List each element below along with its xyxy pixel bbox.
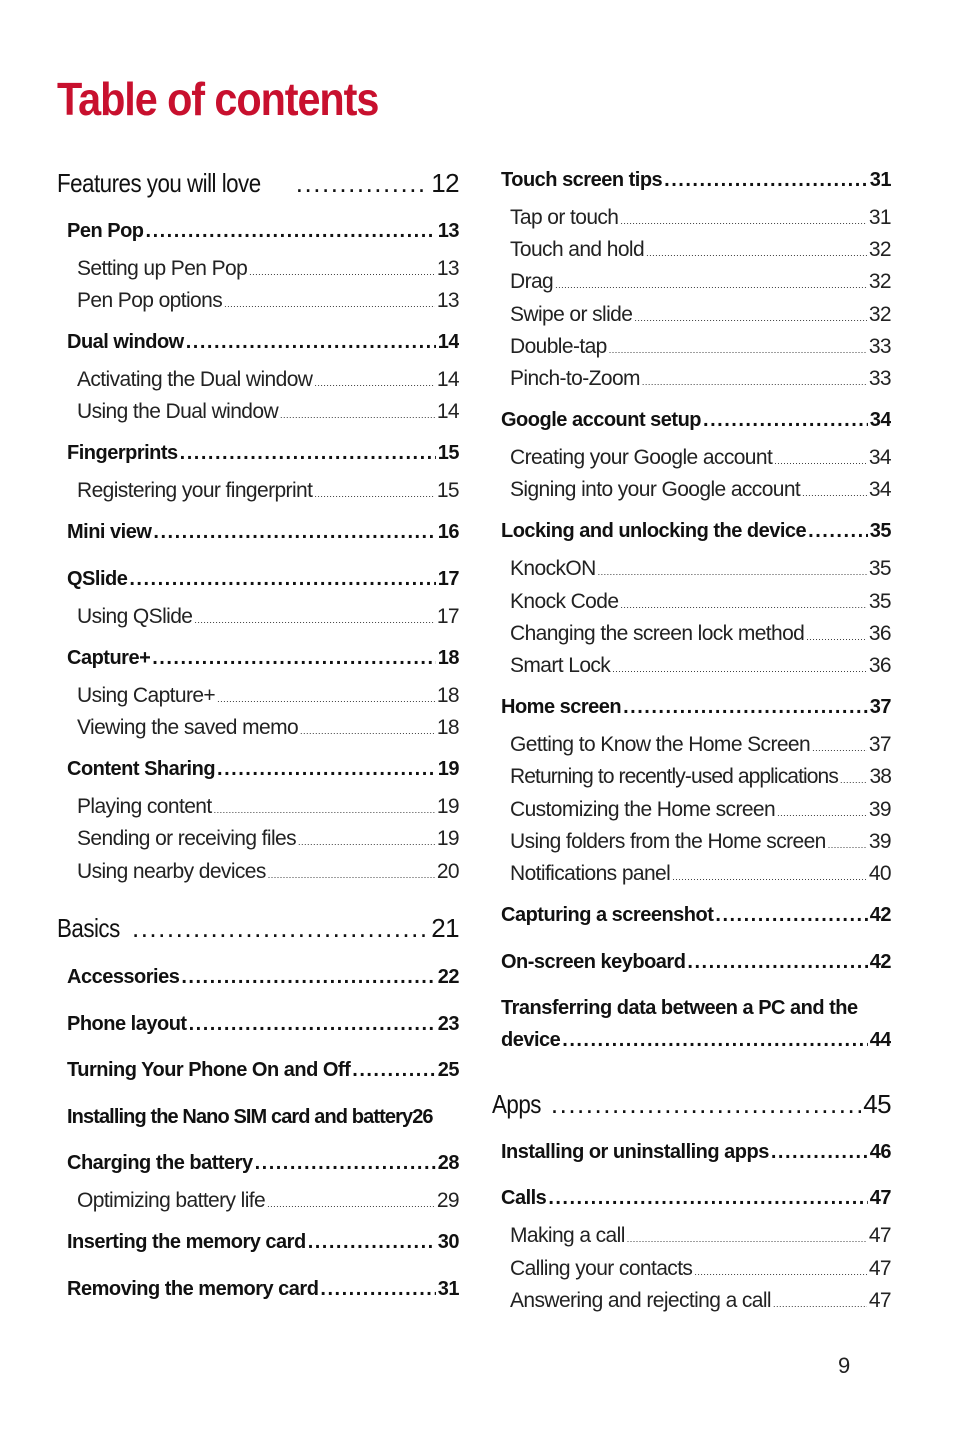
toc-section-phone-layout[interactable] xyxy=(67,1013,459,1041)
leader-dots xyxy=(153,521,435,544)
toc-subsection-playing-content[interactable] xyxy=(77,795,459,823)
toc-page-number: 40 xyxy=(868,862,891,885)
toc-entry-title: Pen Pop options xyxy=(77,289,223,312)
toc-subsection-changing-lock[interactable] xyxy=(510,622,891,650)
toc-subsection-nearby-devices[interactable] xyxy=(77,860,459,888)
leader-dots xyxy=(280,410,435,420)
leader-dots xyxy=(627,1234,867,1244)
leader-dots xyxy=(777,808,867,818)
leader-dots xyxy=(562,1029,867,1052)
toc-entry-title: Optimizing battery life xyxy=(77,1189,266,1212)
toc-page-number: 34 xyxy=(869,409,891,431)
leader-dots xyxy=(555,280,867,290)
leader-dots xyxy=(146,220,436,243)
toc-entry-title: Sending or receiving files xyxy=(77,827,297,850)
toc-entry-title: Getting to Know the Home Screen xyxy=(510,733,811,756)
toc-page-number: 36 xyxy=(868,622,891,645)
toc-entry-title: Features you will love xyxy=(57,168,261,198)
leader-dots xyxy=(129,568,435,591)
toc-subsection-making-call[interactable] xyxy=(510,1224,891,1252)
toc-entry-title: Phone layout xyxy=(67,1013,187,1035)
toc-page-number: 16 xyxy=(437,521,459,543)
toc-section-content-sharing[interactable] xyxy=(67,758,459,786)
leader-dots xyxy=(300,726,435,736)
toc-subsection-creating-google[interactable] xyxy=(510,446,891,474)
leader-dots xyxy=(703,409,868,432)
toc-page-number: 17 xyxy=(437,568,459,590)
toc-entry-title: Notifications panel xyxy=(510,862,671,885)
leader-dots xyxy=(840,775,867,785)
toc-entry-title: Charging the battery xyxy=(67,1152,253,1174)
toc-subsection-viewing-memo[interactable] xyxy=(77,716,459,744)
toc-section-home-screen[interactable] xyxy=(501,696,891,724)
toc-page-number: 19 xyxy=(436,795,459,818)
toc-section-dual-window[interactable] xyxy=(67,331,459,359)
leader-dots xyxy=(808,520,868,543)
toc-page-number: 19 xyxy=(437,758,459,780)
toc-section-capture[interactable] xyxy=(67,647,459,675)
toc-entry-title: Using QSlide xyxy=(77,605,193,628)
leader-dots xyxy=(828,840,867,850)
leader-dots xyxy=(664,169,868,192)
toc-page-number: 32 xyxy=(868,270,891,293)
toc-entry-title: Apps xyxy=(492,1089,541,1119)
toc-page-number: 13 xyxy=(436,257,459,280)
toc-page-number: 37 xyxy=(868,733,891,756)
toc-entry-title: Locking and unlocking the device xyxy=(501,520,807,542)
toc-section-transferring-line1[interactable]: Transferring data between a PC and the xyxy=(501,997,858,1019)
toc-page-number: 37 xyxy=(869,696,891,718)
toc-subsection-calling-contacts[interactable] xyxy=(510,1257,891,1285)
toc-chapter-apps[interactable] xyxy=(492,1089,891,1123)
toc-page-number: 21 xyxy=(431,913,459,943)
toc-page-number: 35 xyxy=(869,520,891,542)
toc-page-number: 44 xyxy=(869,1029,891,1051)
toc-entry-title: Touch and hold xyxy=(510,238,645,261)
toc-section-screenshot[interactable] xyxy=(501,904,891,932)
toc-entry-title: Inserting the memory card xyxy=(67,1231,306,1253)
toc-subsection-returning-recent[interactable] xyxy=(510,765,891,793)
toc-page-number: 45 xyxy=(863,1089,891,1119)
toc-page-number: 31 xyxy=(869,169,891,191)
toc-page-number: 19 xyxy=(436,827,459,850)
leader-dots xyxy=(132,913,429,944)
toc-entry-title: Using nearby devices xyxy=(77,860,266,883)
toc-section-removing-card[interactable] xyxy=(67,1278,459,1306)
toc-page-number: 35 xyxy=(868,557,891,580)
leader-dots xyxy=(623,696,868,719)
toc-page-number: 14 xyxy=(437,331,459,353)
toc-entry-title: Touch screen tips xyxy=(501,169,663,191)
toc-page-number: 31 xyxy=(868,206,891,229)
toc-subsection-activating-dual[interactable] xyxy=(77,368,459,396)
toc-page-number: 18 xyxy=(437,647,459,669)
leader-dots xyxy=(612,664,867,674)
toc-subsection-pen-pop-options[interactable] xyxy=(77,289,459,317)
leader-dots xyxy=(620,600,866,610)
toc-entry-title: Making a call xyxy=(510,1224,625,1247)
toc-section-calls[interactable] xyxy=(501,1187,891,1215)
toc-page-number: 33 xyxy=(868,335,891,358)
leader-dots xyxy=(771,1141,868,1164)
toc-entry-title: Using folders from the Home screen xyxy=(510,830,826,853)
toc-page-number: 39 xyxy=(868,830,891,853)
toc-entry-title: Home screen xyxy=(501,696,622,718)
toc-entry-title: Playing content xyxy=(77,795,212,818)
leader-dots xyxy=(217,758,436,781)
toc-page-number: 15 xyxy=(436,479,459,502)
toc-section-turning-on-off[interactable] xyxy=(67,1059,459,1087)
toc-page-number: 35 xyxy=(868,590,891,613)
leader-dots xyxy=(314,489,435,499)
toc-entry-title: Calling your contacts xyxy=(510,1257,693,1280)
leader-dots xyxy=(812,743,867,753)
leader-dots xyxy=(186,331,436,354)
toc-page-number: 29 xyxy=(436,1189,459,1212)
toc-chapter-features[interactable] xyxy=(57,168,459,202)
toc-page-number: 47 xyxy=(869,1187,891,1209)
toc-subsection-drag[interactable] xyxy=(510,270,891,298)
toc-entry-title: Customizing the Home screen xyxy=(510,798,776,821)
leader-dots xyxy=(314,378,434,388)
leader-dots xyxy=(298,837,435,847)
leader-dots xyxy=(296,168,429,199)
toc-entry-title: Viewing the saved memo xyxy=(77,716,299,739)
page-title: Table of contents xyxy=(57,73,379,125)
toc-entry-title: Capture+ xyxy=(67,647,151,669)
toc-subsection-knockon[interactable] xyxy=(510,557,891,585)
toc-section-pen-pop[interactable] xyxy=(67,220,459,248)
toc-subsection-smart-lock[interactable] xyxy=(510,654,891,682)
toc-subsection-double-tap[interactable] xyxy=(510,335,891,363)
leader-dots xyxy=(715,904,867,927)
toc-subsection-setting-up-pen-pop[interactable] xyxy=(77,257,459,285)
toc-page-number: 47 xyxy=(868,1289,891,1312)
toc-section-google-setup[interactable] xyxy=(501,409,891,437)
toc-entry-title: Pinch-to-Zoom xyxy=(510,367,640,390)
toc-page-number: 33 xyxy=(868,367,891,390)
leader-dots xyxy=(802,488,867,498)
toc-page-number: 47 xyxy=(868,1224,891,1247)
toc-page-number: 32 xyxy=(868,303,891,326)
leader-dots xyxy=(548,1187,867,1210)
leader-dots xyxy=(180,442,436,465)
leader-dots xyxy=(620,216,866,226)
toc-entry-title: Basics xyxy=(57,913,120,943)
toc-page-number: 14 xyxy=(436,400,459,423)
toc-entry-title: Capturing a screenshot xyxy=(501,904,714,926)
toc-page-number: 32 xyxy=(868,238,891,261)
toc-entry-title: KnockON xyxy=(510,557,596,580)
leader-dots xyxy=(774,456,867,466)
toc-entry-title: Fingerprints xyxy=(67,442,178,464)
toc-page-number: 28 xyxy=(437,1152,459,1174)
toc-page-number: 23 xyxy=(437,1013,459,1035)
toc-page-number: 26 xyxy=(412,1106,433,1128)
toc-page-number: 34 xyxy=(868,478,891,501)
leader-dots xyxy=(189,1013,436,1036)
toc-entry-title: Tap or touch xyxy=(510,206,619,229)
toc-page-number: 15 xyxy=(437,442,459,464)
leader-dots xyxy=(773,1299,867,1309)
toc-section-charging[interactable] xyxy=(67,1152,459,1180)
toc-section-locking[interactable] xyxy=(501,520,891,548)
toc-subsection-using-capture[interactable] xyxy=(77,684,459,712)
toc-entry-title: Registering your fingerprint xyxy=(77,479,313,502)
toc-entry-title: Using the Dual window xyxy=(77,400,279,423)
toc-subsection-registering-fp[interactable] xyxy=(77,479,459,507)
toc-page-number: 12 xyxy=(431,168,459,198)
toc-subsection-knock-code[interactable] xyxy=(510,590,891,618)
toc-page-number: 14 xyxy=(436,368,459,391)
toc-subsection-notifications[interactable] xyxy=(510,862,891,890)
leader-dots xyxy=(214,805,435,815)
toc-subsection-using-folders[interactable] xyxy=(510,830,891,858)
toc-section-keyboard[interactable] xyxy=(501,951,891,979)
toc-entry-title: Removing the memory card xyxy=(67,1278,319,1300)
toc-subsection-sending-files[interactable] xyxy=(77,827,459,855)
toc-entry-title: Drag xyxy=(510,270,554,293)
leader-dots xyxy=(642,377,867,387)
leader-dots xyxy=(687,951,867,974)
leader-dots xyxy=(181,966,435,989)
toc-entry-title: Signing into your Google account xyxy=(510,478,801,501)
toc-section-transferring[interactable] xyxy=(501,1029,891,1057)
toc-page-number: 13 xyxy=(436,289,459,312)
leader-dots xyxy=(806,632,867,642)
toc-entry-title: Pen Pop xyxy=(67,220,144,242)
leader-dots xyxy=(551,1089,861,1120)
toc-entry-title: Mini view xyxy=(67,521,152,543)
toc-entry-title: Turning Your Phone On and Off xyxy=(67,1059,351,1081)
toc-entry-title: Answering and rejecting a call xyxy=(510,1289,771,1312)
toc-entry-title: Accessories xyxy=(67,966,180,988)
toc-entry-title: Google account setup xyxy=(501,409,702,431)
toc-subsection-getting-to-know[interactable] xyxy=(510,733,891,761)
leader-dots xyxy=(267,1199,435,1209)
leader-dots xyxy=(224,299,435,309)
toc-page-number: 13 xyxy=(437,220,459,242)
toc-entry-title: Using Capture+ xyxy=(77,684,216,707)
toc-entry-title: Content Sharing xyxy=(67,758,216,780)
toc-section-mini-view[interactable] xyxy=(67,521,459,549)
toc-entry-title: Installing the Nano SIM card and battery xyxy=(67,1106,413,1128)
leader-dots xyxy=(609,345,867,355)
page-number: 9 xyxy=(838,1353,851,1378)
leader-dots xyxy=(308,1231,436,1254)
toc-subsection-optimizing[interactable] xyxy=(77,1189,459,1217)
toc-page-number: 34 xyxy=(868,446,891,469)
toc-entry-title: Swipe or slide xyxy=(510,303,633,326)
leader-dots xyxy=(352,1059,435,1082)
toc-page-number: 25 xyxy=(437,1059,459,1081)
leader-dots xyxy=(249,267,435,277)
toc-section-installing-apps[interactable] xyxy=(501,1141,891,1169)
toc-page-number: 38 xyxy=(869,765,891,788)
leader-dots xyxy=(646,248,867,258)
toc-entry-title: device xyxy=(501,1029,561,1051)
toc-page-number: 46 xyxy=(869,1141,891,1163)
toc-page-number: 36 xyxy=(868,654,891,677)
toc-subsection-touch-hold[interactable] xyxy=(510,238,891,266)
toc-entry-title: Returning to recently-used applications xyxy=(510,765,838,788)
toc-section-fingerprints[interactable] xyxy=(67,442,459,470)
toc-page-number: 22 xyxy=(437,966,459,988)
leader-dots xyxy=(194,615,434,625)
toc-subsection-tap[interactable] xyxy=(510,206,891,234)
toc-entry-title: Setting up Pen Pop xyxy=(77,257,248,280)
toc-page-number: 18 xyxy=(436,716,459,739)
leader-dots xyxy=(152,647,436,670)
toc-page-number: 39 xyxy=(868,798,891,821)
toc-subsection-swipe[interactable] xyxy=(510,303,891,331)
leader-dots xyxy=(255,1152,436,1175)
leader-dots xyxy=(672,872,867,882)
toc-page-number: 47 xyxy=(868,1257,891,1280)
toc-page-number: 20 xyxy=(436,860,459,883)
toc-subsection-using-dual[interactable] xyxy=(77,400,459,428)
toc-entry-title: Installing or uninstalling apps xyxy=(501,1141,769,1163)
toc-section-qslide[interactable] xyxy=(67,568,459,596)
toc-section-touch-tips[interactable] xyxy=(501,169,891,197)
leader-dots xyxy=(320,1278,435,1301)
leader-dots xyxy=(217,694,435,704)
toc-entry-title: Activating the Dual window xyxy=(77,368,313,391)
leader-dots xyxy=(694,1267,867,1277)
toc-page-number: 31 xyxy=(437,1278,459,1300)
toc-entry-title: Creating your Google account xyxy=(510,446,773,469)
toc-page-number: 42 xyxy=(869,951,891,973)
toc-entry-title: Smart Lock xyxy=(510,654,611,677)
toc-page-number: 30 xyxy=(437,1231,459,1253)
toc-subsection-using-qslide[interactable] xyxy=(77,605,459,633)
toc-subsection-answering-call[interactable] xyxy=(510,1289,891,1317)
toc-page-number: 17 xyxy=(436,605,459,628)
toc-entry-title: Dual window xyxy=(67,331,184,353)
leader-dots xyxy=(598,567,867,577)
toc-subsection-pinch[interactable] xyxy=(510,367,891,395)
toc-section-accessories[interactable] xyxy=(67,966,459,994)
toc-chapter-basics[interactable] xyxy=(57,913,459,947)
toc-page-number: 42 xyxy=(869,904,891,926)
leader-dots xyxy=(634,313,867,323)
toc-subsection-customizing-home[interactable] xyxy=(510,798,891,826)
toc-entry-title: Double-tap xyxy=(510,335,607,358)
toc-page-number: 18 xyxy=(436,684,459,707)
toc-entry-title: Calls xyxy=(501,1187,547,1209)
toc-section-nano-sim[interactable] xyxy=(67,1106,459,1134)
toc-entry-title: QSlide xyxy=(67,568,128,590)
toc-entry-title: Knock Code xyxy=(510,590,619,613)
toc-entry-title: On-screen keyboard xyxy=(501,951,686,973)
leader-dots xyxy=(268,870,435,880)
toc-subsection-signing-google[interactable] xyxy=(510,478,891,506)
toc-section-inserting-card[interactable] xyxy=(67,1231,459,1259)
toc-entry-title: Changing the screen lock method xyxy=(510,622,805,645)
